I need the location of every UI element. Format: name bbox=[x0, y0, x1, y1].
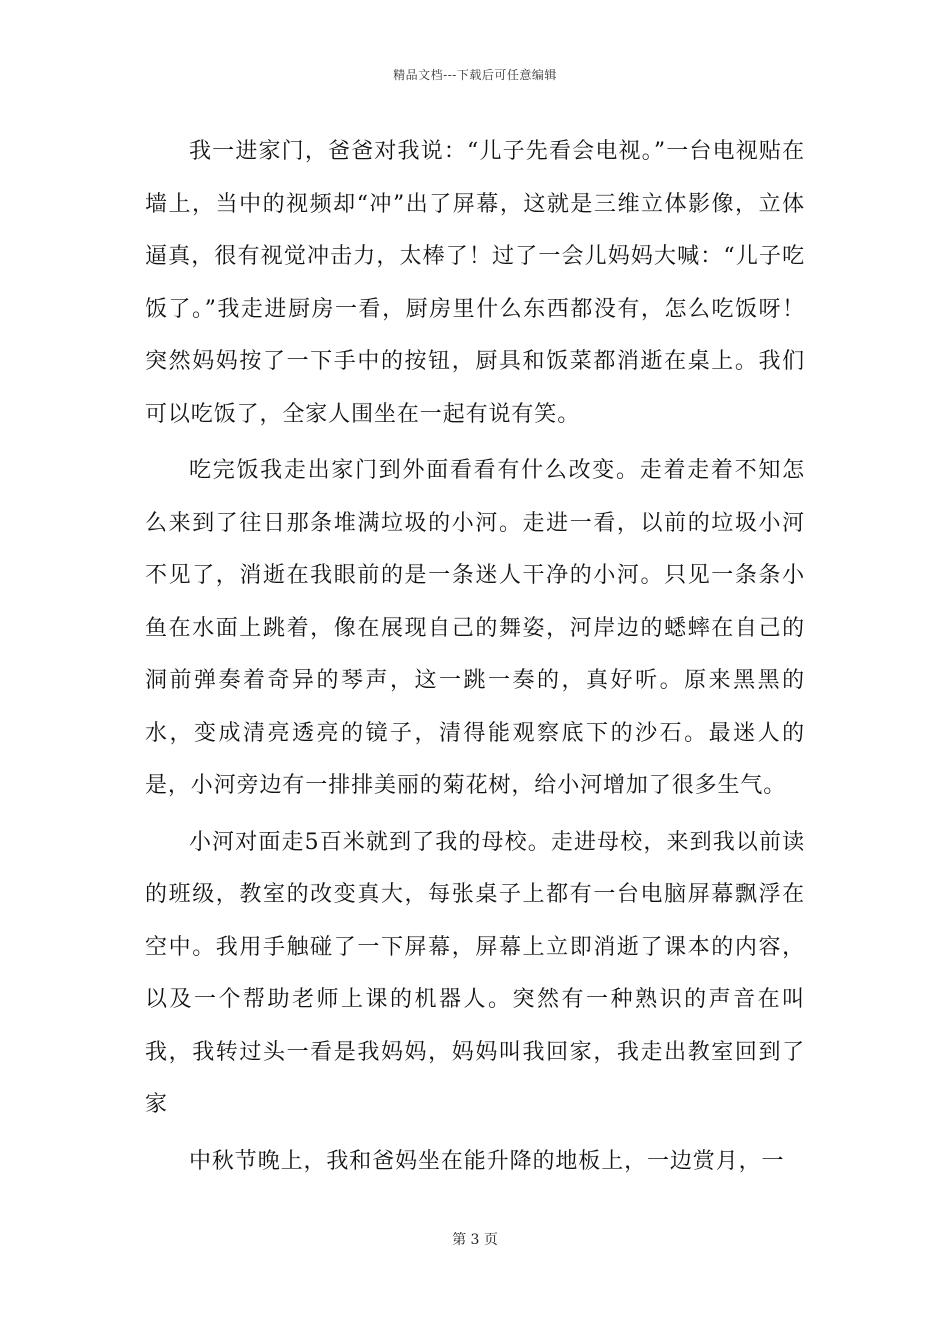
paragraph-3: 小河对面走5百米就到了我的母校。走进母校，来到我以前读的班级，教室的改变真大，每张桌子上都有一台电脑屏幕飘浮在空中。我用手触碰了一下屏幕，屏幕上立即消逝了课本的内容，以及一个帮助老师上课的机器人。突然有一种熟识的声音在叫我，我转过头一看是我妈妈，妈妈叫我回家，我走出教室回到了家 bbox=[145, 829, 805, 1117]
paragraph-1: 我一进家门，爸爸对我说：“儿子先看会电视。”一台电视贴在墙上，当中的视频却“冲”出了屏幕，这就是三维立体影像，立体逼真，很有视觉冲击力，太棒了！过了一会儿妈妈大喊：“儿子吃饭了。”我走进厨房一看，厨房里什么东西都没有，怎么吃饭呀！突然妈妈按了一下手中的按钮，厨具和饭菜都消逝在桌上。我们可以吃饭了，全家人围坐在一起有说有笑。 bbox=[145, 139, 805, 427]
paragraph-4: 中秋节晚上，我和爸妈坐在能升降的地板上，一边赏月，一 bbox=[189, 1148, 785, 1174]
paragraph-2: 吃完饭我走出家门到外面看看有什么改变。走着走着不知怎么来到了往日那条堆满垃圾的小河。走进一看，以前的垃圾小河不见了，消逝在我眼前的是一条迷人干净的小河。只见一条条小鱼在水面上跳着，像在展现自己的舞姿，河岸边的蟋蟀在自己的洞前弹奏着奇异的琴声，这一跳一奏的，真好听。原来黑黑的水，变成清亮透亮的镜子，清得能观察底下的沙石。最迷人的是，小河旁边有一排排美丽的菊花树，给小河增加了很多生气。 bbox=[145, 458, 805, 798]
document-body bbox=[145, 126, 805, 1192]
page-header: 精品文档---下载后可任意编辑 bbox=[393, 68, 557, 82]
page-number: 第 3 页 bbox=[452, 1232, 498, 1248]
